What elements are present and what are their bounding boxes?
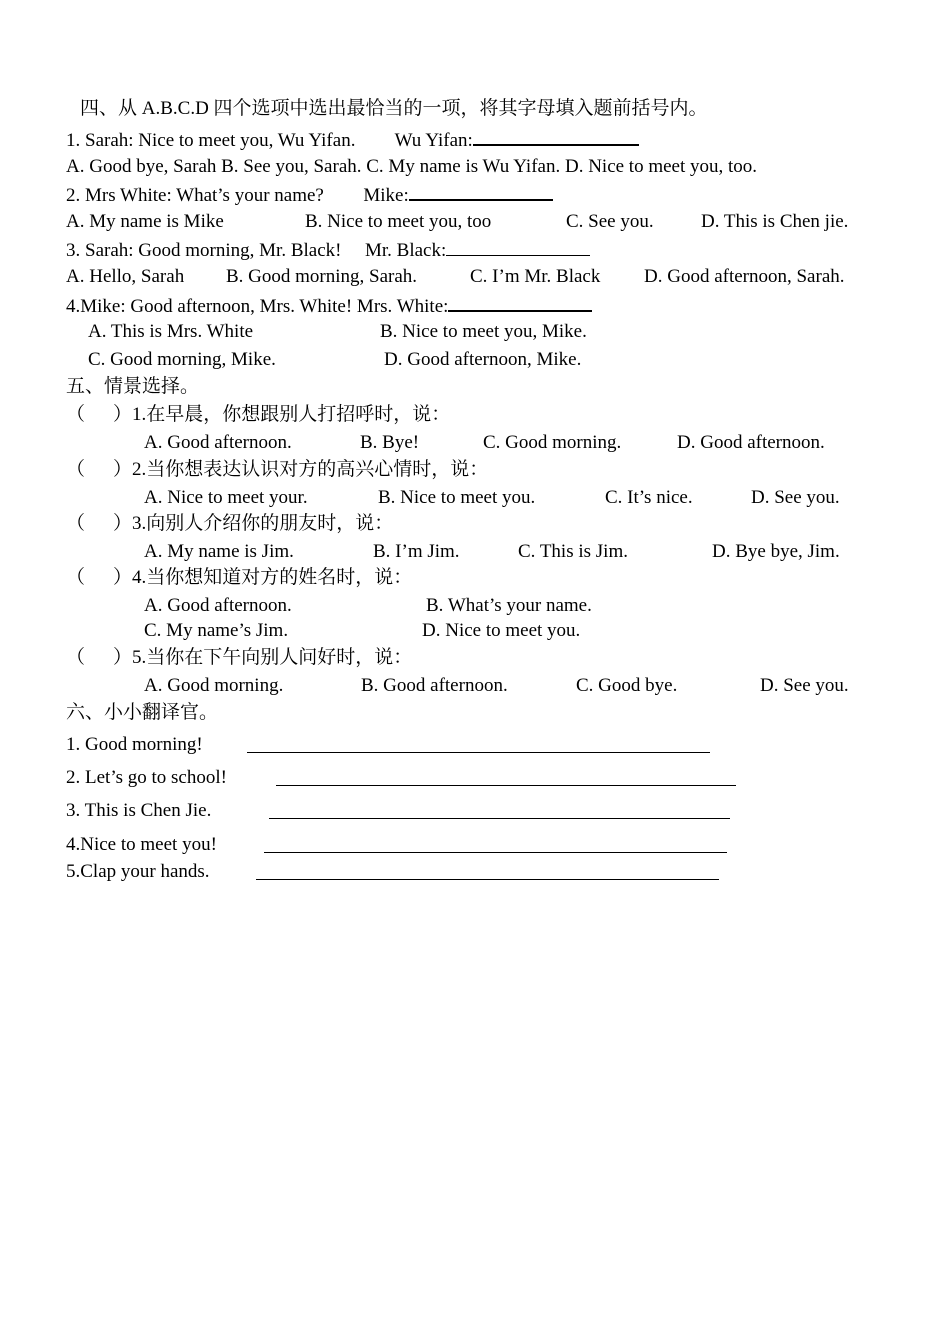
q5-1-prompt: 1.在早晨，你想跟别人打招呼时，说： xyxy=(132,404,451,425)
q4-2-option-d: D. This is Chen jie. xyxy=(701,211,849,232)
translate-item-2: 2. Let’s go to school! xyxy=(66,767,227,788)
q5-5-option-d: D. See you. xyxy=(760,675,849,696)
q5-4-prompt: 4.当你想知道对方的姓名时，说： xyxy=(132,567,413,588)
q4-3-line xyxy=(66,239,590,262)
answer-bracket-open[interactable]: （ xyxy=(66,567,86,588)
q4-3-reply: Mr. Black: xyxy=(364,240,447,261)
q4-2-reply: Mike: xyxy=(363,185,409,206)
translate-item-4: 4.Nice to meet you! xyxy=(66,834,217,855)
q4-2-option-b: B. Nice to meet you, too xyxy=(305,211,492,232)
q5-1-option-c: C. Good morning. xyxy=(483,432,622,453)
translate-item-5: 5.Clap your hands. xyxy=(66,861,210,882)
q5-4-option-a: A. Good afternoon. xyxy=(144,595,292,616)
answer-bracket-open[interactable]: （ xyxy=(66,459,86,480)
translate-answer-line-3[interactable] xyxy=(269,818,730,819)
q5-3-prompt: 3.向别人介绍你的朋友时，说： xyxy=(132,513,394,534)
q4-4-answer-blank[interactable] xyxy=(448,294,592,312)
q5-4-option-b: B. What’s your name. xyxy=(426,595,592,616)
section-6-title: 六、小小翻译官。 xyxy=(66,702,219,723)
q5-3-option-a: A. My name is Jim. xyxy=(144,541,294,562)
q5-5-prompt: 5.当你在下午向别人问好时，说： xyxy=(132,647,413,668)
q5-5-line xyxy=(66,647,412,669)
q4-4-line xyxy=(66,294,592,318)
q5-5-option-b: B. Good afternoon. xyxy=(361,675,508,696)
answer-bracket-close[interactable]: ） xyxy=(113,513,133,534)
q5-4-option-d: D. Nice to meet you. xyxy=(422,620,581,641)
q5-2-line xyxy=(66,459,488,481)
q5-5-option-a: A. Good morning. xyxy=(144,675,284,696)
answer-bracket-close[interactable]: ） xyxy=(113,404,133,425)
q5-2-option-d: D. See you. xyxy=(751,487,840,508)
q4-3-option-a: A. Hello, Sarah xyxy=(66,266,185,287)
q5-3-option-c: C. This is Jim. xyxy=(518,541,628,562)
translate-item-1: 1. Good morning! xyxy=(66,734,203,755)
q4-2-option-c: C. See you. xyxy=(566,211,654,232)
q4-2-prompt: 2. Mrs White: What’s your name? xyxy=(66,185,324,206)
q5-1-option-b: B. Bye! xyxy=(360,432,420,453)
answer-bracket-close[interactable]: ） xyxy=(113,459,133,480)
q4-4-option-b: B. Nice to meet you, Mike. xyxy=(380,321,587,342)
answer-bracket-close[interactable]: ） xyxy=(113,647,133,668)
q4-4-prompt: 4.Mike: Good afternoon, Mrs. White! Mrs. White: xyxy=(66,296,449,317)
translate-answer-line-2[interactable] xyxy=(276,785,736,786)
translate-answer-line-5[interactable] xyxy=(256,879,719,880)
section-4-title: 四、从 A.B.C.D 四个选项中选出最恰当的一项，将其字母填入题前括号内。 xyxy=(80,98,708,119)
q5-3-option-b: B. I’m Jim. xyxy=(373,541,460,562)
section-5-title: 五、情景选择。 xyxy=(66,376,200,397)
translate-item-3: 3. This is Chen Jie. xyxy=(66,800,212,821)
q5-3-line xyxy=(66,513,393,535)
q4-3-option-c: C. I’m Mr. Black xyxy=(470,266,601,287)
q5-2-option-c: C. It’s nice. xyxy=(605,487,693,508)
answer-bracket-open[interactable]: （ xyxy=(66,647,86,668)
q5-2-option-a: A. Nice to meet your. xyxy=(144,487,308,508)
q4-2-line xyxy=(66,183,553,207)
q5-3-option-d: D. Bye bye, Jim. xyxy=(712,541,840,562)
q5-2-prompt: 2.当你想表达认识对方的高兴心情时，说： xyxy=(132,459,489,480)
q5-2-option-b: B. Nice to meet you. xyxy=(378,487,536,508)
q4-1-prompt: 1. Sarah: Nice to meet you, Wu Yifan. xyxy=(66,130,356,151)
q5-4-option-c: C. My name’s Jim. xyxy=(144,620,289,641)
q4-3-answer-blank[interactable] xyxy=(446,239,590,256)
answer-bracket-close[interactable]: ） xyxy=(113,567,133,588)
q4-1-answer-blank[interactable] xyxy=(473,128,639,146)
q4-4-option-d: D. Good afternoon, Mike. xyxy=(384,349,582,370)
q4-2-option-a: A. My name is Mike xyxy=(66,211,224,232)
q4-3-prompt: 3. Sarah: Good morning, Mr. Black! xyxy=(66,240,342,261)
translate-answer-line-1[interactable] xyxy=(247,752,710,753)
q5-1-option-d: D. Good afternoon. xyxy=(677,432,825,453)
q4-1-options: A. Good bye, Sarah B. See you, Sarah. C. My name is Wu Yifan. D. Nice to meet you, too. xyxy=(66,156,758,177)
q5-5-option-c: C. Good bye. xyxy=(576,675,678,696)
q4-1-line xyxy=(66,128,639,152)
q5-4-line xyxy=(66,567,412,589)
q5-1-option-a: A. Good afternoon. xyxy=(144,432,292,453)
q4-1-reply: Wu Yifan: xyxy=(394,130,473,151)
q4-4-option-c: C. Good morning, Mike. xyxy=(88,349,276,370)
translate-answer-line-4[interactable] xyxy=(264,852,727,853)
q4-3-option-b: B. Good morning, Sarah. xyxy=(226,266,418,287)
q5-1-line xyxy=(66,404,450,426)
answer-bracket-open[interactable]: （ xyxy=(66,513,86,534)
answer-bracket-open[interactable]: （ xyxy=(66,404,86,425)
q4-2-answer-blank[interactable] xyxy=(409,183,553,201)
q4-3-option-d: D. Good afternoon, Sarah. xyxy=(644,266,845,287)
q4-4-option-a: A. This is Mrs. White xyxy=(88,321,254,342)
